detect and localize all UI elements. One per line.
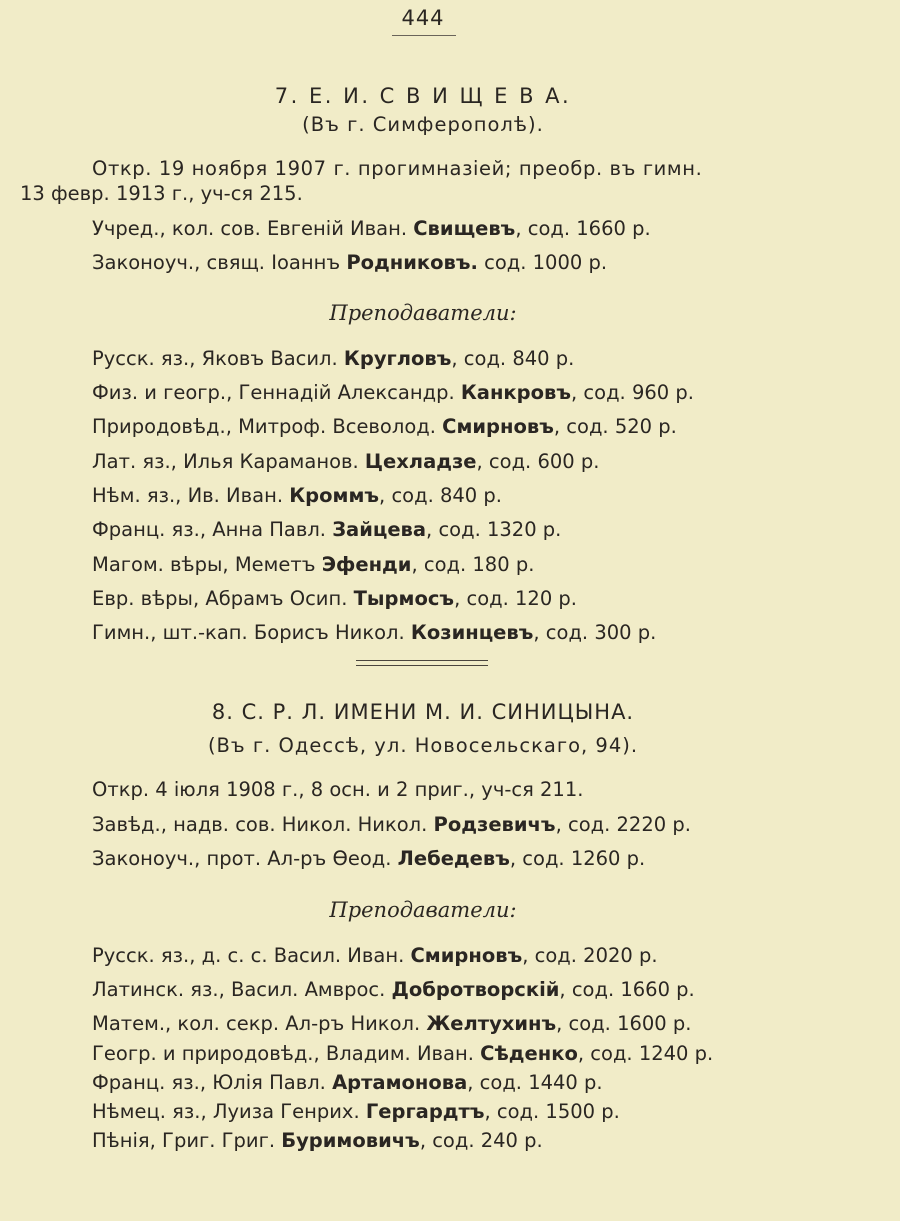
teacher-row: Франц. яз., Анна Павл. Зайцева, сод. 1320 р.: [92, 518, 562, 541]
section-subheading: (Въ г. Одессѣ, ул. Новосельскаго, 94).: [207, 734, 639, 757]
person-surname: Тырмосъ: [353, 587, 455, 610]
intro-line: Законоуч., прот. Ал-ръ Өеод. Лебедевъ, сод. 1260 р.: [92, 847, 646, 870]
person-surname: Лебедевъ: [397, 847, 510, 870]
section-heading: 8. С. Р. Л. ИМЕНИ М. И. СИНИЦЫНА.: [211, 700, 635, 724]
page-number: 444: [401, 6, 445, 30]
teachers-label: Преподаватели:: [329, 301, 517, 325]
page-number-rule: [392, 35, 456, 36]
teacher-row: Матем., кол. секр. Ал-ръ Никол. Желтухинъ, сод. 1600 р.: [92, 1012, 692, 1035]
person-surname: Кругловъ: [343, 347, 452, 370]
teacher-row: Латинск. яз., Васил. Амврос. Добротворскiй, сод. 1660 р.: [92, 978, 695, 1001]
teacher-row: Магом. вѣры, Меметъ Эфенди, сод. 180 р.: [92, 553, 535, 576]
person-surname: Добротворскiй: [391, 978, 560, 1001]
teacher-row: Франц. яз., Юлiя Павл. Артамонова, сод. 1440 р.: [92, 1071, 603, 1094]
teacher-row: Русск. яз., Яковъ Васил. Кругловъ, сод. 840 р.: [92, 347, 575, 370]
person-surname: Родниковъ.: [346, 251, 478, 274]
teacher-row: Пѣнiя, Григ. Григ. Буримовичъ, сод. 240 р.: [92, 1129, 543, 1152]
teacher-row: Физ. и геогр., Геннадiй Александр. Канкровъ, сод. 960 р.: [92, 381, 694, 404]
section-heading: 7. Е. И. С В И Щ Е В А.: [274, 84, 572, 108]
teachers-label: Преподаватели:: [329, 898, 517, 922]
person-surname: Свищевъ: [413, 217, 516, 240]
teacher-row: Нѣмец. яз., Луиза Генрих. Гергардтъ, сод. 1500 р.: [92, 1100, 620, 1123]
section-subheading: (Въ г. Симферополѣ).: [302, 113, 544, 136]
person-surname: Смирновъ: [410, 944, 523, 967]
teacher-row: Русск. яз., д. с. с. Васил. Иван. Смирновъ, сод. 2020 р.: [92, 944, 658, 967]
intro-line: Учред., кол. сов. Евгенiй Иван. Свищевъ, сод. 1660 р.: [92, 217, 651, 240]
person-surname: Гергардтъ: [365, 1100, 485, 1123]
person-surname: Зайцева: [332, 518, 427, 541]
person-surname: Кроммъ: [289, 484, 380, 507]
teacher-row: Лат. яз., Илья Караманов. Цехладзе, сод. 600 р.: [92, 450, 600, 473]
teacher-row: Нѣм. яз., Ив. Иван. Кроммъ, сод. 840 р.: [92, 484, 502, 507]
intro-line: Откр. 4 iюля 1908 г., 8 осн. и 2 приг., уч-ся 211.: [92, 778, 584, 801]
teacher-row: Евр. вѣры, Абрамъ Осип. Тырмосъ, сод. 120 р.: [92, 587, 578, 610]
person-surname: Цехладзе: [364, 450, 477, 473]
person-surname: Желтухинъ: [426, 1012, 557, 1035]
intro-line: Завѣд., надв. сов. Никол. Никол. Родзевичъ, сод. 2220 р.: [92, 813, 691, 836]
teacher-row: Природовѣд., Митроф. Всеволод. Смирновъ, сод. 520 р.: [92, 415, 677, 438]
person-surname: Козинцевъ: [410, 621, 534, 644]
person-surname: Родзевичъ: [433, 813, 556, 836]
intro-line: 13 февр. 1913 г., уч-ся 215.: [20, 182, 303, 205]
person-surname: Буримовичъ: [281, 1129, 420, 1152]
person-surname: Сѣденко: [480, 1042, 578, 1065]
section-divider: [356, 660, 488, 666]
person-surname: Канкровъ: [460, 381, 572, 404]
intro-line: Откр. 19 ноября 1907 г. прогимназiей; преобр. въ гимн.: [92, 157, 703, 180]
intro-line: Законоуч., свящ. Iоаннъ Родниковъ. сод. 1000 р.: [92, 251, 608, 274]
teacher-row: Гимн., шт.-кап. Борисъ Никол. Козинцевъ, сод. 300 р.: [92, 621, 657, 644]
person-surname: Смирновъ: [442, 415, 554, 438]
person-surname: Артамонова: [332, 1071, 468, 1094]
person-surname: Эфенди: [321, 553, 412, 576]
teacher-row: Геогр. и природовѣд., Владим. Иван. Сѣденко, сод. 1240 р.: [92, 1042, 714, 1065]
